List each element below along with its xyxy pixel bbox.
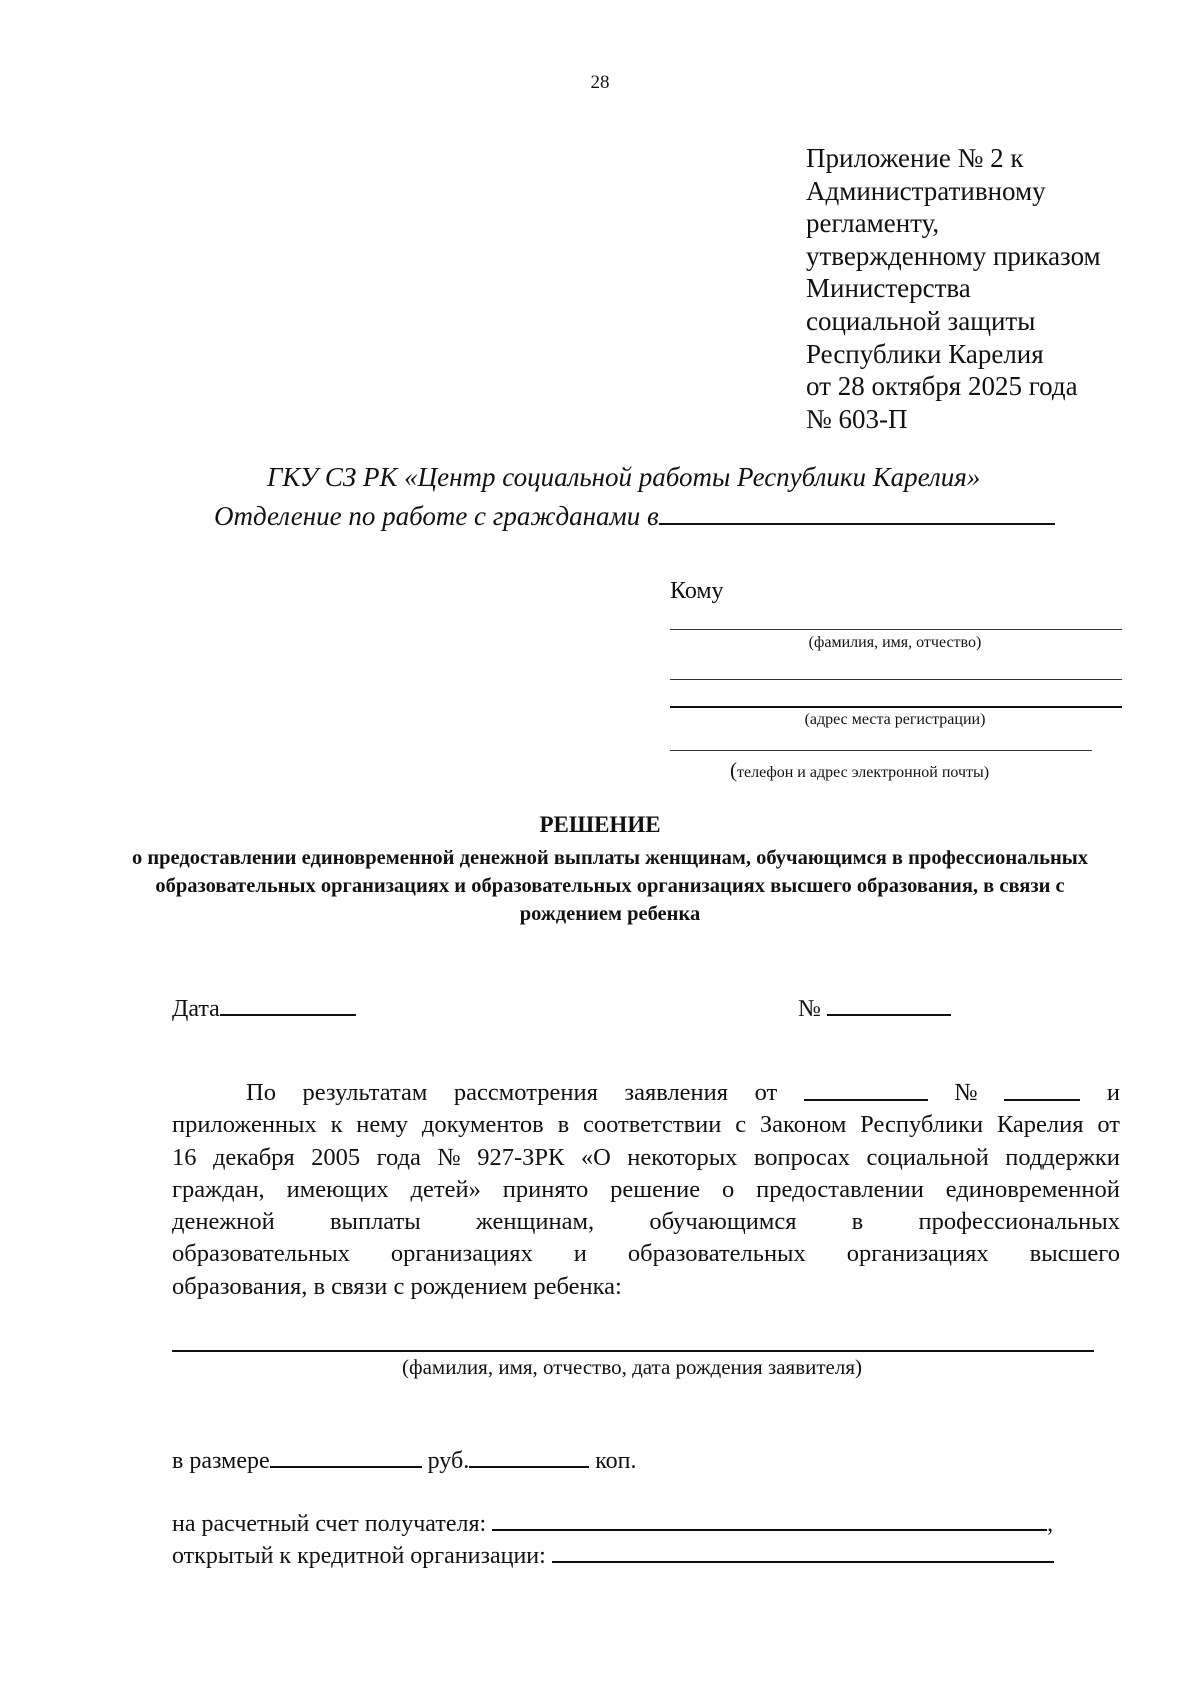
organization-department xyxy=(214,497,1055,532)
body-line-7: образования, в связи с рождением ребенка: xyxy=(172,1272,622,1300)
account-label: на расчетный счет получателя: xyxy=(172,1511,487,1537)
body-word: образовательных xyxy=(172,1240,350,1268)
body-word: в xyxy=(851,1208,864,1236)
appendix-line: регламенту, xyxy=(806,208,940,239)
body-word: денежной xyxy=(172,1208,275,1236)
body-word: года xyxy=(376,1143,421,1171)
body-word: единовременной xyxy=(945,1175,1120,1203)
amount-row xyxy=(172,1442,637,1475)
body-line-6 xyxy=(172,1238,1120,1270)
applicant-caption: (фамилия, имя, отчество, дата рождения заявителя) xyxy=(402,1355,862,1379)
account-suffix: , xyxy=(1047,1511,1054,1537)
bank-row xyxy=(172,1537,1054,1570)
body-line-4 xyxy=(172,1174,1120,1206)
body-word: 2005 xyxy=(311,1143,361,1171)
body-word: обучающимся xyxy=(649,1208,797,1236)
body-word: поддержки xyxy=(1005,1143,1120,1171)
amount-kop-label: коп. xyxy=(595,1448,637,1474)
body-word: «О xyxy=(580,1143,611,1171)
body-word: документов xyxy=(421,1111,544,1139)
account-row xyxy=(172,1505,1053,1538)
account-number-field[interactable] xyxy=(492,1505,1047,1531)
recipient-name-caption: (фамилия, имя, отчество) xyxy=(808,634,982,651)
bank-name-field[interactable] xyxy=(552,1537,1054,1563)
department-blank-field[interactable] xyxy=(659,497,1055,525)
caption-paren: ( xyxy=(730,758,737,782)
number-label: № xyxy=(798,996,821,1022)
appendix-line: от 28 октября 2025 года xyxy=(806,371,1078,402)
appendix-header xyxy=(806,142,1101,435)
decision-subtitle: о предоставлении единовременной денежной выплаты женщинам, обучающимся в профессиональных образовательных организациях и образовательных организациях высшего образования, в связи с рождением ребенка xyxy=(131,847,1089,925)
amount-rub-field[interactable] xyxy=(270,1442,422,1468)
body-word: организациях xyxy=(846,1240,989,1268)
body-word: нему xyxy=(356,1111,409,1139)
body-word: граждан, xyxy=(172,1175,265,1203)
body-word: профессиональных xyxy=(918,1208,1120,1236)
body-word: принято xyxy=(502,1175,589,1203)
body-word: Законом xyxy=(759,1111,847,1139)
application-number-blank[interactable] xyxy=(1004,1077,1080,1101)
body-word: приложенных xyxy=(172,1111,317,1139)
bank-label: открытый к кредитной организации: xyxy=(172,1543,546,1569)
number-blank-field[interactable] xyxy=(827,990,951,1016)
number-row xyxy=(798,990,951,1023)
appendix-line: № 603-П xyxy=(806,403,908,434)
body-word: и xyxy=(573,1240,587,1268)
recipient-contacts-field[interactable] xyxy=(670,750,1092,751)
recipient-name-field[interactable] xyxy=(670,629,1122,630)
recipient-address-caption: (адрес места регистрации) xyxy=(804,711,986,728)
appendix-line: Приложение № 2 к xyxy=(806,143,1024,173)
body-word: организациях xyxy=(390,1240,533,1268)
appendix-line: Министерства xyxy=(806,273,971,304)
appendix-line: утвержденному приказом xyxy=(806,240,1101,271)
appendix-line: социальной защиты xyxy=(806,305,1036,336)
department-label: Отделение по работе с гражданами в xyxy=(214,501,659,531)
decision-title: РЕШЕНИЕ xyxy=(539,812,661,837)
body-word: к xyxy=(330,1111,343,1139)
amount-prefix: в размере xyxy=(172,1448,270,1474)
page-number: 28 xyxy=(590,72,610,93)
body-line-5 xyxy=(172,1206,1120,1238)
body-word: Карелия xyxy=(996,1111,1084,1139)
caption-contacts-text: телефон и адрес электронной почты) xyxy=(737,764,990,781)
date-blank-field[interactable] xyxy=(220,990,356,1016)
body-word: социальной xyxy=(866,1143,989,1171)
body-word: детей» xyxy=(410,1175,481,1203)
body-word: 927-ЗРК xyxy=(477,1143,565,1171)
body-word: с xyxy=(735,1111,747,1139)
applicant-field[interactable] xyxy=(172,1350,1094,1352)
date-row xyxy=(172,990,356,1023)
body-word: женщинам, xyxy=(475,1208,595,1236)
body-line-3 xyxy=(172,1142,1120,1174)
amount-rub-label: руб. xyxy=(427,1448,470,1474)
body-word: образовательных xyxy=(627,1240,806,1268)
body-line-1: По результатам рассмотрения заявления от № и xyxy=(246,1079,1120,1106)
body-word: имеющих xyxy=(286,1175,389,1203)
body-word: вопросах xyxy=(753,1143,851,1171)
body-word: о xyxy=(722,1175,735,1203)
body-word: предоставлении xyxy=(756,1175,924,1203)
body-word: от xyxy=(1097,1111,1120,1139)
body-word: в xyxy=(557,1111,570,1139)
body-word: Республики xyxy=(860,1111,984,1139)
application-date-blank[interactable] xyxy=(804,1077,928,1101)
appendix-line: Административному xyxy=(806,175,1046,206)
body-line-2 xyxy=(172,1109,1120,1141)
body-word: выплаты xyxy=(329,1208,421,1236)
recipient-address-field-2[interactable] xyxy=(670,706,1122,708)
recipient-address-field-1[interactable] xyxy=(670,679,1122,680)
amount-kop-field[interactable] xyxy=(469,1442,589,1468)
organization-name: ГКУ СЗ РК «Центр социальной работы Республики Карелия» xyxy=(267,462,981,492)
body-word: соответствии xyxy=(582,1111,722,1139)
body-word: высшего xyxy=(1029,1240,1120,1268)
decision-body xyxy=(172,1077,1120,1303)
body-word: декабря xyxy=(212,1143,295,1171)
recipient-contacts-caption xyxy=(730,758,989,783)
recipient-label: Кому xyxy=(670,578,724,604)
date-label: Дата xyxy=(172,996,220,1022)
body-word: некоторых xyxy=(627,1143,738,1171)
body-word: № xyxy=(437,1143,461,1171)
appendix-line: Республики Карелия xyxy=(806,338,1044,369)
body-word: решение xyxy=(610,1175,701,1203)
body-word: 16 xyxy=(172,1143,197,1171)
